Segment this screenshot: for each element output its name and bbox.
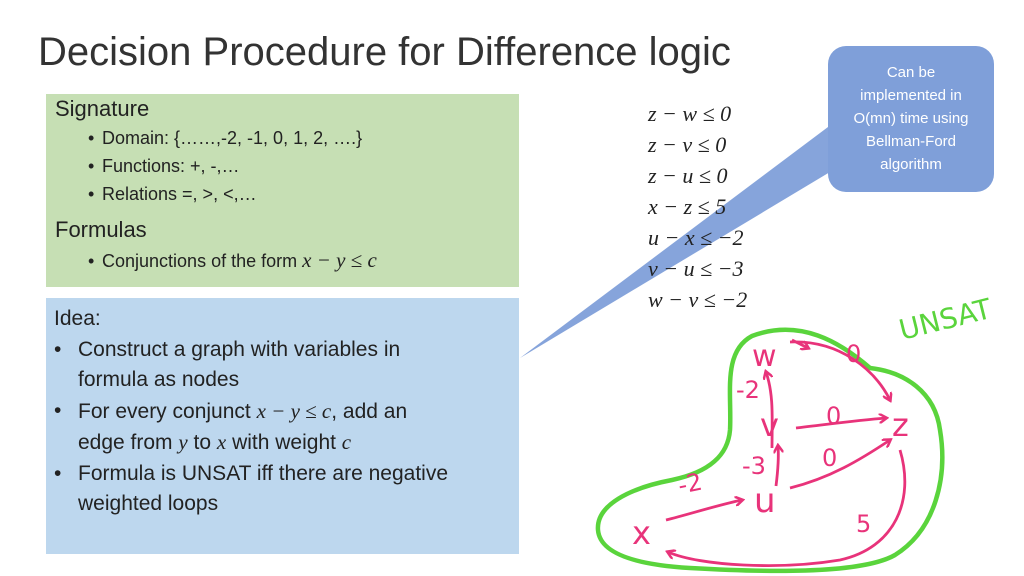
constraint-2: z − v ≤ 0 (648, 132, 727, 157)
idea-bullet-1: • Construct a graph with variables in (54, 337, 401, 361)
bellman-ford-callout: Can be implemented in O(mn) time using Bellman-Ford algorithm (828, 46, 994, 192)
unsat-label: UNSAT (895, 292, 995, 347)
node-w: w (752, 339, 777, 374)
weight-u-v: -3 (742, 452, 766, 480)
constraint-7: w − v ≤ −2 (648, 287, 748, 312)
signature-item-functions: • Functions: +, -,… (88, 156, 240, 176)
weight-u-z: 0 (822, 444, 838, 472)
constraint-1: z − w ≤ 0 (648, 101, 732, 126)
constraint-3: z − u ≤ 0 (648, 163, 728, 188)
slide-title: Decision Procedure for Difference logic (38, 30, 731, 74)
weight-w-z: 0 (846, 340, 862, 368)
weight-w-v: -2 (736, 376, 760, 404)
idea-bullet-1-cont: formula as nodes (78, 368, 240, 391)
formulas-heading: Formulas (55, 217, 147, 242)
signature-heading: Signature (55, 96, 150, 121)
weight-z-x: 5 (856, 510, 872, 538)
formulas-item: • Conjunctions of the form x − y ≤ c (88, 248, 377, 272)
idea-bullet-3: • Formula is UNSAT iff there are negative (54, 461, 448, 485)
constraint-6: v − u ≤ −3 (648, 256, 744, 281)
signature-item-relations: • Relations =, >, <,… (88, 184, 257, 204)
idea-heading: Idea: (54, 307, 101, 330)
node-x: x (632, 514, 651, 552)
constraint-4: x − z ≤ 5 (648, 194, 727, 219)
idea-bullet-2: • For every conjunct x − y ≤ c, add an (54, 398, 408, 423)
node-v: v (760, 406, 779, 444)
weight-v-z: 0 (826, 402, 842, 430)
node-u: u (754, 481, 776, 521)
idea-bullet-2-cont: edge from y to x with weight c (78, 430, 352, 454)
signature-item-domain: • Domain: {……,-2, -1, 0, 1, 2, ….} (88, 128, 363, 148)
constraint-5: u − x ≤ −2 (648, 225, 744, 250)
weight-x-u: -2 (675, 467, 705, 500)
idea-bullet-3-cont: weighted loops (78, 492, 219, 515)
node-z: z (892, 406, 909, 444)
